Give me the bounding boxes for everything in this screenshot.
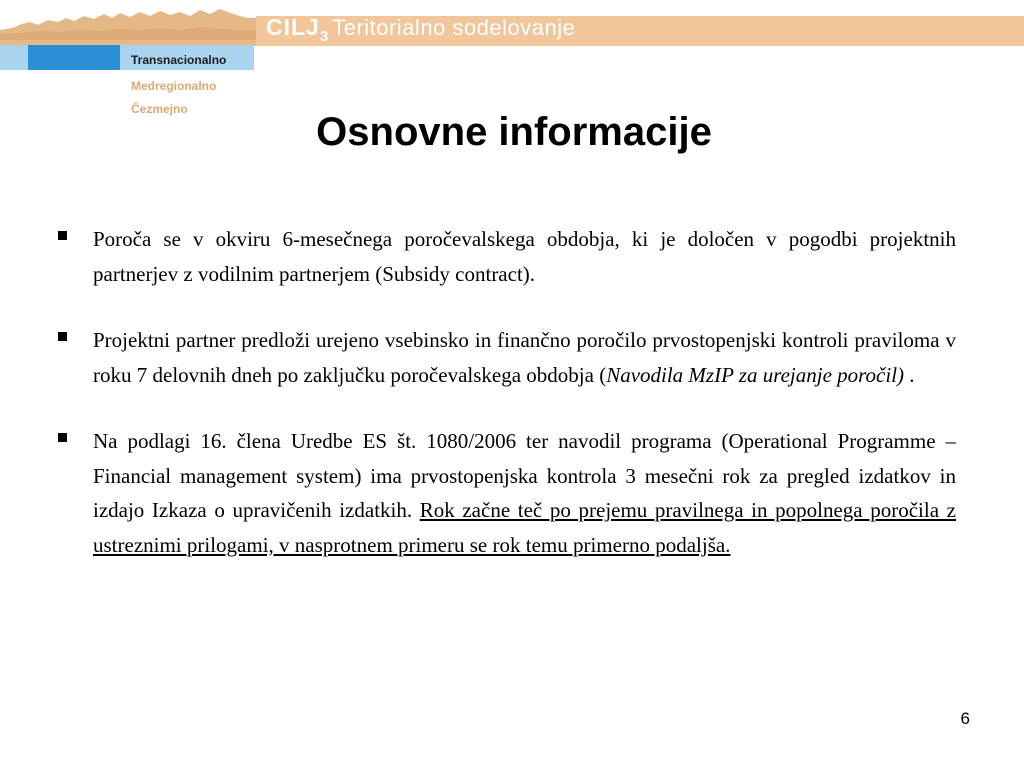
slide-title: Osnovne informacije (316, 110, 712, 154)
square-bullet-icon (58, 231, 67, 240)
program-tagline: Teritorialno sodelovanje (332, 15, 576, 40)
bullet-text (93, 323, 956, 392)
bullet-text (93, 424, 956, 562)
square-bullet-icon (58, 332, 67, 341)
program-name: CILJ (266, 14, 320, 40)
page-number: 6 (960, 709, 970, 728)
strand-transnacionalno: Transnacionalno (131, 53, 227, 67)
bullet-2-text: Projektni partner predloži urejeno vsebinsko in finančno poročilo prvostopenjski kontroli praviloma v roku 7 delovnih dneh po zaključku poročevalskega obdobja ( (93, 328, 956, 387)
bullet-item (56, 424, 956, 562)
bullet-item (56, 323, 956, 392)
bullet-1-text: Poroča se v okviru 6-mesečnega poročevalskega obdobja, ki je določen v pogodbi projektnih partnerjev z vodilnim partnerjem (Subsidy contract). (93, 227, 956, 286)
bullet-text (93, 222, 956, 291)
header-banner (0, 0, 1024, 46)
bullet-2-italic-ref: Navodila MzIP za urejanje poročil) (606, 362, 905, 387)
bullet-2-tail: . (904, 362, 915, 387)
program-number: 3 (319, 28, 329, 45)
bullet-item (56, 222, 956, 291)
strand-medregionalno: Medregionalno (131, 79, 217, 93)
bullet-list (56, 222, 956, 594)
strand-cezmejno: Čezmejno (131, 102, 188, 116)
square-bullet-icon (58, 433, 67, 442)
bullet-3-underlined: Rok začne teč po prejemu pravilnega in popolnega poročila z ustreznimi prilogami, v nasprotnem primeru se rok temu primerno podaljša. (93, 498, 956, 557)
program-brand (266, 14, 575, 44)
bullet-3-text: Na podlagi 16. člena Uredbe ES št. 1080/2006 ter navodil programa (Operational Programme – Financial management system) ima prvostopenjska kontrola 3 mesečni rok za pregled izdatkov in izdajo Izkaza o upravičenih izdatkih. (93, 429, 956, 522)
